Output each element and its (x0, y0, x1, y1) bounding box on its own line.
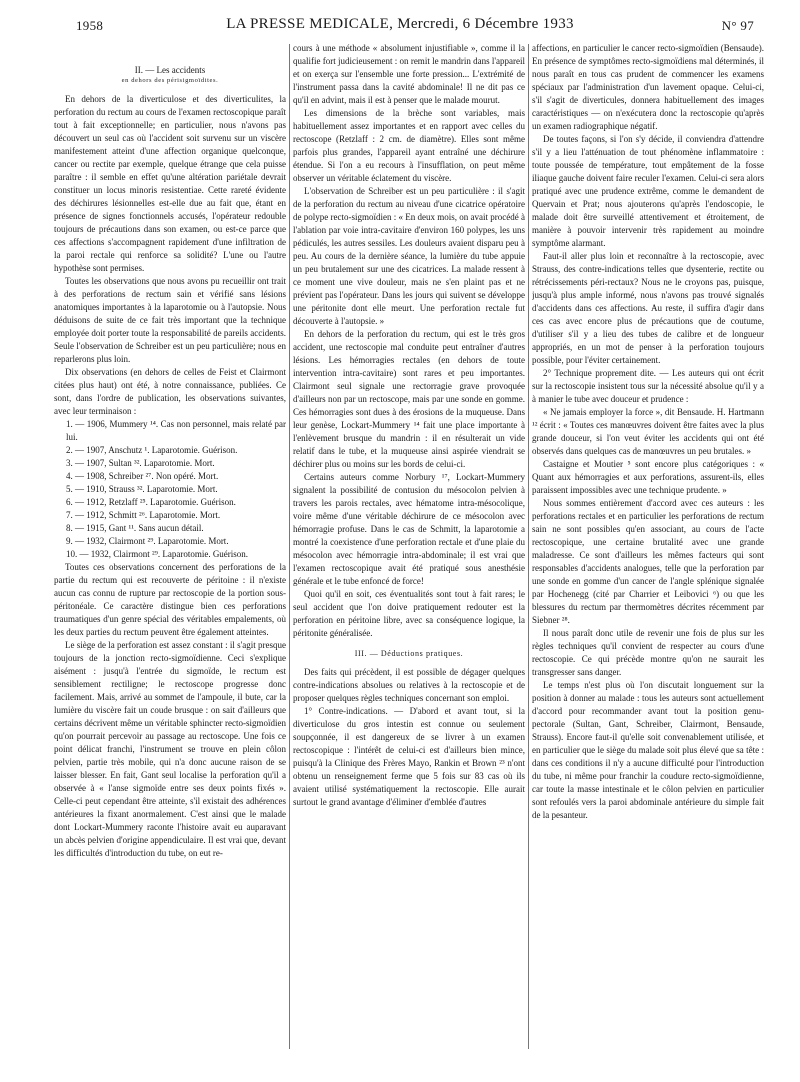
paragraph: Le siège de la perforation est assez constant : il s'agit presque toujours de la jonction recto-sigmoïdienne. Ceci s'explique aisément : jusqu'à l'entrée du sigmoïde, le rectum est sensiblement rectiligne; le rectoscope progresse donc facilement. Mais, arrivé au sommet de l'ampoule, il bute, car la lumière du viscère fait un coude brusque : on sait d'ailleurs que certains décrivent même un véritable sphincter recto-sigmoïdien qu'on pourrait percevoir au passage au rectoscope. Une fois ce point délicat franchi, l'instrument se trouve en plein côlon pelvien, partie très mobile, qui n'a donc aucune raison de se laisser blesser. En fait, Gant seul localise la perforation qu'il a observée à « l'anse sigmoïde entre ses deux points fixés ». Celle-ci peut cependant être atteinte, s'il existait des adhérences antérieures la fixant anormalement. C'est ainsi que le malade dont Lockart-Mummery raconte l'histoire avait eu auparavant un abcès pelvien d'origine appendiculaire. Il est vrai que, devant les difficultés d'introduction du tube, on eut re- (54, 640, 286, 858)
list-item: 10. — 1932, Clairmont ²⁹. Laparotomie. Guérison. (66, 549, 249, 559)
list-item: 2. — 1907, Anschutz ¹. Laparotomie. Guérison. (66, 445, 238, 455)
paragraph: Certains auteurs comme Norbury ¹⁷, Lockart-Mummery signalent la possibilité de contusion du mésocolon pelvien à travers les parois rectales, avec hématome intra-mésocolique, voire même d'une véritable déchirure de ce mésocolon avec hémorragie profuse. Dans le cas de Schmitt, la laparotomie a montré la coexistence d'une perforation rectale et d'une plaie du mésocolon avec hémorragie intra-abdominale; il est vrai que l'examen rectoscopique avait été pratiqué sous anesthésie générale et le tube enfoncé de force! (293, 472, 525, 586)
list-item: 1. — 1906, Mummery ¹⁴. Cas non personnel, mais relaté par lui. (66, 419, 286, 442)
list-item: 6. — 1912, Retzlaff ²⁵. Laparotomie. Guérison. (66, 497, 236, 507)
column-divider (528, 44, 529, 1049)
paragraph: Castaigne et Moutier ⁵ sont encore plus catégoriques : « Quant aux hémorragies et aux perforations, assurent-ils, elles paraissent impossibles avec une technique prudente. » (532, 459, 764, 495)
section-subtitle: en dehors des périsigmoïdites. (121, 77, 219, 84)
journal-title: LA PRESSE MEDICALE, Mercredi, 6 Décembre 1933 (226, 16, 574, 32)
paragraph: Il nous paraît donc utile de revenir une fois de plus sur les règles techniques qu'il convient de respecter au cours d'une rectoscopie. Ce qui précède montre qu'on ne saurait les transgresser sans danger. (532, 628, 764, 677)
list-item: 5. — 1910, Strauss ³². Laparotomie. Mort. (66, 484, 218, 494)
paragraph: Quoi qu'il en soit, ces éventualités sont tout à fait rares; le seul accident que l'on doive pratiquement redouter est la perforation en péritoine libre, avec sa conséquence logique, la péritonite généralisée. (293, 589, 525, 638)
section-title: III. — Déductions pratiques. (354, 649, 464, 658)
paragraph: « Ne jamais employer la force », dit Bensaude. H. Hartmann ¹² écrit : « Toutes ces manœuvres doivent être faites avec la plus grande douceur, si l'on veut éviter les accidents qui ont été observés dans quelques cas de manœuvres un peu brutales. » (532, 407, 764, 456)
page-header (0, 14, 800, 36)
list-item: 7. — 1912, Schmitt ²⁶. Laparotomie. Mort. (66, 510, 221, 520)
paragraph: cours à une méthode « absolument injustifiable », comme il la qualifie fort judicieusement : on remit le mandrin dans l'appareil et on exerça sur l'ensemble une forte pression... L'extrémité de l'instrument passa dans la cavité abdominale! Il ne dit pas ce qu'il en advint, mais il est à penser que le malade mourut. (293, 43, 525, 105)
paragraph: affections, en particulier le cancer recto-sigmoïdien (Bensaude). En présence de symptômes recto-sigmoïdiens mal déterminés, il nous paraît en tous cas prudent de commencer les examens spéciaux par l'administration d'un lavement opaque. Celui-ci, s'il s'agit de diverticules, donnera habituellement des images caractéristiques — on n'exécutera donc la rectoscopie qu'après un examen radiographique négatif. (532, 43, 764, 131)
column-3 (532, 42, 764, 1072)
paragraph: Dix observations (en dehors de celles de Feist et Clairmont citées plus haut) ont été, à notre connaissance, publiées. Ce sont, dans l'ordre de publication, les observations suivantes, avec leur terminaison : (54, 367, 286, 416)
section-title: II. — Les accidents (134, 65, 206, 75)
paragraph: Nous sommes entièrement d'accord avec ces auteurs : les perforations rectales et en particulier les perforations de rectum sain ne sont possibles qu'en associant, au cours de l'acte rectoscopique, une certaine brutalité avec une grande maladresse. Ce sont d'ailleurs les mêmes facteurs qui sont responsables d'accidents analogues, telle que la perforation par une sonde en gomme d'un cancer de l'angle splénique signalée par Hochenegg (cité par Charrier et Leibovici ⁶) ou que les blessures du rectum par thermomètres décrites récemment par Siebner ²⁸. (532, 498, 764, 625)
paragraph: Toutes les observations que nous avons pu recueillir ont trait à des perforations de rectum sain et vérifié sans lésions anatomiques importantes à la laparotomie ou à l'autopsie. Nous déduisons de suite de ce fait très important que la technique employée doit porter toute la responsabilité de pareils accidents. Seule l'observation de Schreiber est un peu particulière; nous en reparlerons plus loin. (54, 276, 286, 364)
paragraph: Des faits qui précèdent, il est possible de dégager quelques contre-indications absolues ou relatives à la rectoscopie et de proposer quelques règles techniques concernant son emploi. (293, 667, 525, 703)
column-divider (289, 44, 290, 1049)
paragraph: Le temps n'est plus où l'on discutait longuement sur la position à donner au malade : tous les auteurs sont actuellement d'accord pour recommander avant tout la position genu-pectorale (Sultan, Gant, Schreiber, Clairmont, Bensaude, Strauss). Encore faut-il qu'elle soit convenablement utilisée, et en particulier que le siège du malade soit plus élevé que sa tête : dans ces conditions il n'y a aucune difficulté pour l'introduction du tube, ni même pour franchir la coudure recto-sigmoïdienne, car toute la masse intestinale et le côlon pelvien en particulier sont refoulés vers la paroi abdominale antérieure du simple fait de la pesanteur. (532, 680, 764, 820)
list-item: 4. — 1908, Schreiber ²⁷. Non opéré. Mort. (66, 471, 219, 481)
issue-number: N° 97 (721, 18, 754, 33)
paragraph: Les dimensions de la brèche sont variables, mais habituellement assez importantes et en rapport avec celles du rectoscope (Retzlaff : 2 cm. de diamètre). Elles sont même parfois plus grandes, l'appareil ayant entraîné une déchirure étendue. Si l'on a eu recours à l'insufflation, on peut même observer un véritable éclatement du viscère. (293, 108, 525, 183)
column-2 (293, 42, 525, 1072)
list-item: 3. — 1907, Sultan ³². Laparotomie. Mort. (66, 458, 215, 468)
page-number: 1958 (76, 18, 104, 33)
paragraph: En dehors de la perforation du rectum, qui est le très gros accident, une rectoscopie mal conduite peut entraîner d'autres lésions. Les hémorragies rectales (en dehors de toute intervention intra-cavitaire) sont rares et peu importantes. Clairmont seul signale une rectorragie grave provoquée d'ailleurs non par un rectoscope, mais par une sonde en gomme. Ces hémorragies sont dues à des érosions de la muqueuse. Dans leur genèse, Lockart-Mummery ¹⁴ fait une place importante à l'enlèvement brusque du mandrin : il en résulterait un vide relatif dans le tube, et la muqueuse ainsi aspirée viendrait se déchirer plus ou moins sur les bords de celui-ci. (293, 329, 525, 469)
list-item: 9. — 1932, Clairmont ²⁹. Laparotomie. Mort. (66, 536, 229, 546)
paragraph: Toutes ces observations concernent des perforations de la partie du rectum qui est recouverte de péritoine : il n'existe aucun cas connu de rupture par rectoscopie de la portion sous-péritonéale. Ce caractère distingue bien ces perforations traumatiques d'un genre spécial des véritables empalements, où les deux parties du rectum peuvent être également atteintes. (54, 562, 286, 637)
paragraph: L'observation de Schreiber est un peu particulière : il s'agit de la perforation du rectum au niveau d'une cicatrice opératoire de polype recto-sigmoïdien : « En deux mois, on avait procédé à l'ablation par voie intra-cavitaire d'environ 160 polypes, les uns pédiculés, les autres sessiles. Les douleurs avaient disparu peu à peu. Au cours de la dernière séance, la lumière du tube appuie un peu brutalement sur une des cicatrices. La malade ressent à ce moment une vive douleur, mais ne s'en plaint pas et ne prévient pas l'opérateur. Dans les jours qui suivent se développe une péritonite dont elle meurt. Une perforation rectale fut découverte à l'autopsie. » (293, 186, 525, 326)
list-item: 8. — 1915, Gant ¹¹. Sans aucun détail. (66, 523, 204, 533)
paragraph: En dehors de la diverticulose et des diverticulites, la perforation du rectum au cours de l'examen rectoscopique paraît tout à fait exceptionnelle; en particulier, nous n'avons pas découvert un seul cas où l'accident soit survenu sur un viscère manifestement atteint d'une affection organique quelconque, cancer ou rectite par exemple, quelque étrange que cela puisse paraître : il semble en effet qu'une altération pariétale devrait constituer un locus minoris resistentiae. Cette rareté évidente des déchirures lésionnelles est-elle due au fait que, étant en présence de signes fonctionnels accusés, l'opérateur redouble toujours de précautions dans son examen, ou est-ce parce que ces affections s'accompagnent rapidement d'une infiltration de la paroi rectale qui renforce sa solidité? L'une ou l'autre hypothèse sont permises. (54, 94, 286, 273)
column-1 (54, 42, 286, 1072)
paragraph: Faut-il aller plus loin et reconnaître à la rectoscopie, avec Strauss, des contre-indications telles que dysenterie, rectite ou rétrécissements péri-rectaux? Nous ne le croyons pas, puisque, jusqu'à plus ample informé, nous n'avons pas trouvé signalés d'accidents dans ces affections. Au reste, il suffira d'agir dans ces cas avec encore plus de précautions que de coutume, d'utiliser s'il y a lieu des tubes de calibre et de longueur appropriés, en un mot de penser à la perforation toujours possible, pour l'éviter certainement. (532, 251, 764, 365)
paragraph: 2° Technique proprement dite. — Les auteurs qui ont écrit sur la rectoscopie insistent tous sur la nécessité absolue qu'il y a à manier le tube avec douceur et prudence : (532, 368, 764, 404)
paragraph: 1° Contre-indications. — D'abord et avant tout, si la diverticulose du gros intestin est connue ou seulement soupçonnée, il est dangereux de se livrer à un examen rectoscopique : l'intérêt de celui-ci est d'ailleurs bien mince, puisqu'à la Clinique des Frères Mayo, Rankin et Brown ²³ n'ont obtenu un renseignement ferme que 5 fois sur 83 cas où ils avaient utilisé systématiquement la rectoscopie. Elle aurait surtout le grand avantage d'éliminer d'emblée d'autres (293, 706, 525, 807)
paragraph: De toutes façons, si l'on s'y décide, il conviendra d'attendre s'il y a lieu l'atténuation de tout phénomène inflammatoire : toute poussée de température, tout empâtement de la fosse iliaque gauche doivent faire reculer l'examen. Celui-ci sera alors pratiqué avec une prudence extrême, comme le demandent de Quervain et Prat; nous ajouterons qu'après l'endoscopie, le malade doit être surveillé attentivement et étroitement, de manière à pouvoir intervenir très rapidement au moindre symptôme alarmant. (532, 134, 764, 248)
